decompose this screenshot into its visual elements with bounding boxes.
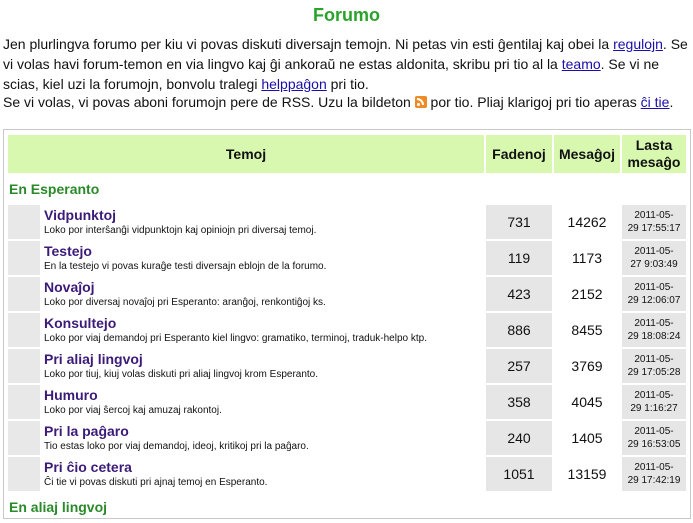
intro-text-3: . Se vi ne scias, kiel uzi la forumojn, bonvolu tralegi: [3, 56, 660, 92]
last-message-date-line: 2011-05-: [634, 426, 674, 437]
last-message-date-line: 2011-05-: [634, 462, 674, 473]
intro-text-4: pri tio.: [326, 76, 369, 92]
last-message-date[interactable]: [622, 241, 686, 275]
forum-row: [8, 349, 686, 383]
last-message-date-line: 2011-05-: [634, 354, 674, 365]
last-message-time-line: 29 17:55:17: [627, 223, 681, 234]
thread-count: 257: [486, 349, 552, 383]
forum-title-link[interactable]: Humuro: [44, 387, 98, 403]
message-count: 4045: [554, 385, 620, 419]
thread-count: 423: [486, 277, 552, 311]
thread-count: 731: [486, 205, 552, 239]
forum-row: [8, 277, 686, 311]
forum-row: [8, 205, 686, 239]
forum-title-link[interactable]: Pri ĉio cetera: [44, 459, 132, 475]
message-count: 14262: [554, 205, 620, 239]
forum-row: [8, 457, 686, 491]
header-topics: Temoj: [8, 135, 484, 173]
last-message-date[interactable]: [622, 277, 686, 311]
header-last-message: Lasta mesaĝo: [622, 135, 686, 173]
last-message-date[interactable]: [622, 205, 686, 239]
last-message-time-line: 27 9:03:49: [630, 259, 678, 270]
forum-info: [42, 385, 484, 419]
forum-description: Tio estas loko por viaj demandoj, ideoj, kritikoj pri la paĝaro.: [44, 441, 309, 452]
forum-description: Loko por viaj demandoj pri Esperanto kiel lingvo: gramatiko, terminoj, traduk-helpo ktp.: [44, 333, 427, 344]
thread-count: 119: [486, 241, 552, 275]
thread-count: 886: [486, 313, 552, 347]
message-count: 1173: [554, 241, 620, 275]
thread-count: 240: [486, 421, 552, 455]
forum-title-link[interactable]: Testejo: [44, 243, 92, 259]
forum-title-link[interactable]: Novaĵoj: [44, 279, 95, 295]
last-message-date-line: 2011-05-: [634, 318, 674, 329]
last-message-date[interactable]: [622, 457, 686, 491]
last-message-time-line: 29 17:05:28: [627, 367, 681, 378]
forum-table: [6, 133, 688, 523]
last-message-date[interactable]: [622, 385, 686, 419]
forum-row: [8, 385, 686, 419]
forum-row: [8, 421, 686, 455]
team-link[interactable]: teamo: [561, 56, 601, 72]
forum-info: [42, 421, 484, 455]
thread-count: 1051: [486, 457, 552, 491]
last-message-time-line: 29 16:53:05: [627, 439, 681, 450]
header-messages: Mesaĝoj: [554, 135, 620, 173]
last-message-time-line: 29 17:42:19: [627, 475, 681, 486]
forum-info: [42, 277, 484, 311]
rss-text-3: .: [669, 94, 674, 110]
page-title: Forumo: [313, 5, 380, 25]
thread-count: 358: [486, 385, 552, 419]
forum-title-link[interactable]: Pri aliaj lingvoj: [44, 351, 143, 367]
forum-status-icon: [8, 313, 40, 347]
message-count: 13159: [554, 457, 620, 491]
forum-info: [42, 349, 484, 383]
intro-paragraph: [3, 34, 689, 94]
group-heading-other-languages: En aliaj lingvoj: [9, 499, 108, 515]
forum-description: Ĉi tie vi povas diskuti pri ajnaj temoj en Esperanto.: [44, 477, 268, 488]
forum-title-link[interactable]: Vidpunktoj: [44, 207, 117, 223]
last-message-date[interactable]: [622, 349, 686, 383]
message-count: 2152: [554, 277, 620, 311]
header-threads: Fadenoj: [486, 135, 552, 173]
rules-link[interactable]: regulojn: [613, 36, 663, 52]
last-message-date-line: 2011-05-: [634, 390, 674, 401]
forum-description: Loko por tiuj, kiuj volas diskuti pri aliaj lingvoj krom Esperanto.: [44, 369, 319, 380]
forum-description: Loko por viaj ŝercoj kaj amuzaj rakontoj.: [44, 405, 222, 416]
forum-info: [42, 313, 484, 347]
last-message-date-line: 2011-05-: [634, 282, 674, 293]
forum-title-link[interactable]: Pri la paĝaro: [44, 423, 129, 439]
rss-text-2: por tio. Pliaj klarigoj pri tio aperas: [426, 94, 641, 110]
message-count: 3769: [554, 349, 620, 383]
message-count: 8455: [554, 313, 620, 347]
message-count: 1405: [554, 421, 620, 455]
intro-text-1: Jen plurlingva forumo per kiu vi povas diskuti diversajn temojn. Ni petas vin esti ĝentilaj kaj obei la: [3, 36, 614, 52]
last-message-date-line: 2011-05-: [634, 210, 674, 221]
forum-status-icon: [8, 349, 40, 383]
forum-status-icon: [8, 205, 40, 239]
forum-status-icon: [8, 457, 40, 491]
forum-row: [8, 313, 686, 347]
forum-description: En la testejo vi povas kuraĝe testi diversajn eblojn de la forumo.: [44, 261, 327, 272]
last-message-date[interactable]: [622, 313, 686, 347]
help-page-link[interactable]: helppaĝon: [261, 76, 327, 92]
forum-description: Loko por diversaj novaĵoj pri Esperanto: aranĝoj, renkontiĝoj ks.: [44, 297, 326, 308]
forum-info: [42, 241, 484, 275]
rss-text-1: Se vi volas, vi povas aboni forumojn pere de RSS. Uzu la bildeton: [3, 94, 415, 110]
forum-title-link[interactable]: Konsultejo: [44, 315, 117, 331]
more-info-link[interactable]: ĉi tie: [640, 94, 670, 110]
forum-status-icon: [8, 277, 40, 311]
last-message-date-line: 2011-05-: [634, 246, 674, 257]
last-message-date[interactable]: [622, 421, 686, 455]
forum-row: [8, 241, 686, 275]
last-message-time-line: 29 12:06:07: [627, 295, 681, 306]
forum-status-icon: [8, 421, 40, 455]
forum-description: Loko por interŝanĝi vidpunktojn kaj opiniojn pri diversaj temoj.: [44, 225, 317, 236]
rss-icon: [415, 96, 427, 108]
rss-paragraph: [3, 92, 689, 112]
forum-status-icon: [8, 241, 40, 275]
intro-text-2: . Se vi volas havi forum-temon en via lingvo kaj ĝi ankoraŭ ne estas aldonita, skribu pri tio al la: [3, 36, 688, 72]
last-message-time-line: 29 18:08:24: [627, 331, 681, 342]
forum-info: [42, 457, 484, 491]
group-heading-esperanto: En Esperanto: [9, 181, 100, 197]
last-message-time-line: 29 1:16:27: [630, 403, 678, 414]
forum-info: [42, 205, 484, 239]
forum-status-icon: [8, 385, 40, 419]
